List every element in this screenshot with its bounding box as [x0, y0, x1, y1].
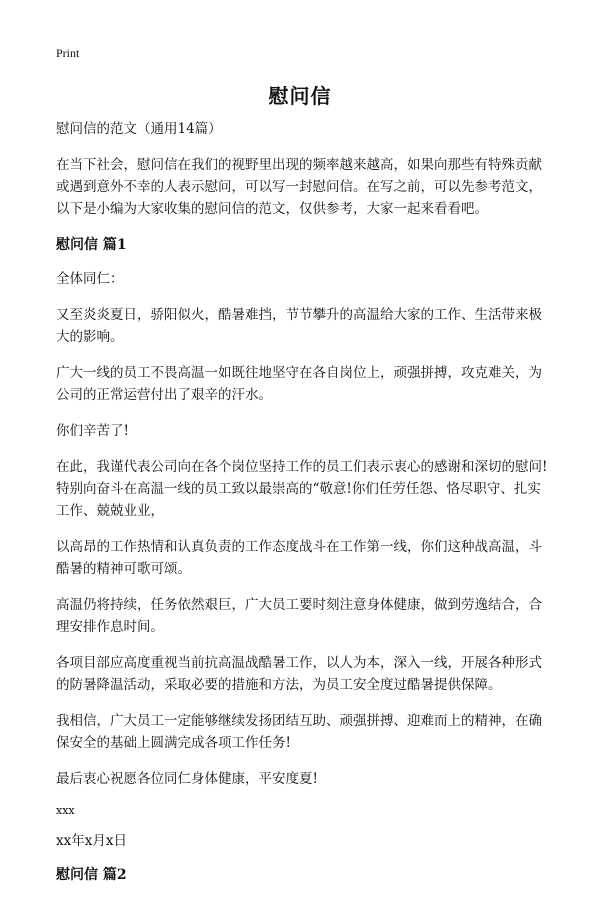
- paragraph: 各项目部应高度重视当前抗高温战酷暑工作，以人为本，深入一线，开展各种形式的防暑降温活动，采取必要的措施和方法，为员工安全度过酷暑提供保障。: [56, 655, 542, 693]
- paragraph: 在此，我谨代表公司向在各个岗位坚持工作的员工们表示衷心的感谢和深切的慰问!特别向奋斗在高温一线的员工致以最崇高的“敬意!你们任劳任怨、恪尽职守、扎实工作、兢兢业业，: [56, 459, 548, 519]
- signature: xxx: [56, 804, 75, 817]
- document-body: [56, 118, 550, 898]
- document-subtitle: 慰问信的范文（通用14篇）: [56, 121, 222, 137]
- section-heading-1: 慰问信 篇1: [56, 237, 127, 253]
- paragraph: 高温仍将持续，任务依然艰巨，广大员工要时刻注意身体健康，做到劳逸结合，合理安排作息时间。: [56, 597, 542, 635]
- closing-wish: 最后衷心祝愿各位同仁身体健康，平安度夏!: [56, 771, 318, 787]
- paragraph: 你们辛苦了!: [56, 423, 129, 439]
- paragraph: 广大一线的员工不畏高温一如既往地坚守在各自岗位上，顽强拼搏，攻克难关，为公司的正常运营付出了艰辛的汗水。: [56, 365, 542, 403]
- section-heading-2: 慰问信 篇2: [56, 867, 127, 883]
- paragraph: 又至炎炎夏日，骄阳似火，酷暑难挡，节节攀升的高温给大家的工作、生活带来极大的影响。: [56, 307, 542, 345]
- paragraph: 我相信，广大员工一定能够继续发扬团结互助、顽强拼搏、迎难而上的精神，在确保安全的基础上圆满完成各项工作任务!: [56, 713, 542, 751]
- print-label[interactable]: Print: [56, 46, 80, 60]
- date: xx年x月x日: [56, 833, 127, 849]
- document-title: 慰问信: [268, 84, 332, 108]
- salutation: 全体同仁：: [56, 271, 124, 287]
- paragraph: 以高昂的工作热情和认真负责的工作态度战斗在工作第一线，你们这种战高温，斗酷暑的精神可歌可颂。: [56, 539, 542, 577]
- intro-paragraph: 在当下社会，慰问信在我们的视野里出现的频率越来越高，如果向那些有特殊贡献或遇到意外不幸的人表示慰问，可以写一封慰问信。在写之前，可以先参考范文，以下是小编为大家收集的慰问信的范文，仅供参考，大家一起来看看吧。: [56, 157, 542, 217]
